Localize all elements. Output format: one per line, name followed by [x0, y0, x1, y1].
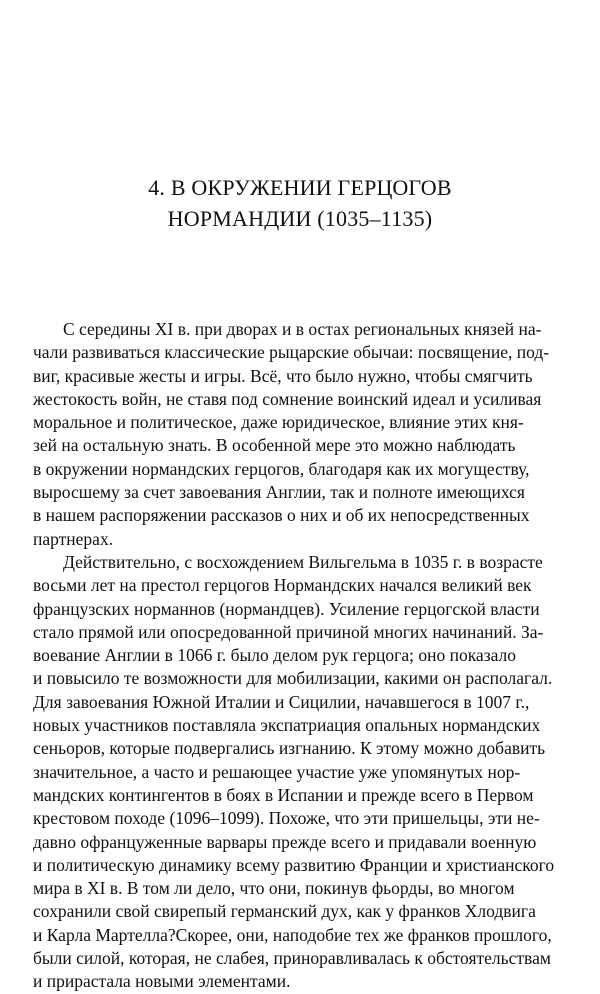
paragraph-1-line: зей на остальную знать. В особенной мере это можно наблюдать [33, 435, 516, 456]
paragraph-2-line: сеньоров, которые подвергались изгнанию. К этому можно добавить [33, 738, 546, 759]
chapter-title [0, 172, 600, 234]
paragraph-2-line: значительное, а часто и решающее участие уже упомянутых нор- [33, 761, 521, 782]
paragraph-2-line: и Карла Мартелла?Скорее, они, наподобие тех же франков прошлого, [33, 924, 552, 945]
paragraph-2-line: восьми лет на престол герцогов Нормандских начался великий век [33, 575, 532, 596]
paragraph-2-line: сохранили свой свирепый германский дух, как у франков Хлодвига [33, 901, 536, 922]
paragraph-2-line: мандских контингентов в боях в Испании и прежде всего в Первом [33, 784, 534, 805]
chapter-title-line-2: НОРМАНДИИ (1035–1135) [167, 206, 433, 231]
paragraph-2-line: стало прямой или опосредованной причиной многих начинаний. За- [33, 621, 544, 642]
paragraph-1-line: в нашем распоряжении рассказов о них и об их непосредственных [33, 505, 530, 526]
paragraph-1-line: выросшему за счет завоевания Англии, так и полноте имеющихся [33, 482, 525, 503]
paragraph-2-line: воевание Англии в 1066 г. было делом рук герцога; оно показало [33, 645, 517, 666]
paragraph-1-line: чали развиваться классические рыцарские обычаи: посвящение, под- [33, 342, 550, 363]
paragraph-2-line: французских норманнов (нормандцев). Усиление герцогской власти [33, 598, 540, 619]
paragraph-2-line: и прирастала новыми элементами. [33, 971, 291, 992]
paragraph-2-line: давно офранцуженные варвары прежде всего и придавали военную [33, 831, 537, 852]
paragraph-1-line: в окружении нормандских герцогов, благодаря как их могуществу, [33, 458, 530, 479]
paragraph-2-line: и политическую динамику всему развитию Франции и христианского [33, 854, 555, 875]
paragraph-2-line: Для завоевания Южной Италии и Сицилии, начавшегося в 1007 г., [33, 691, 530, 712]
body-text [33, 318, 583, 994]
paragraph-2-line: были силой, которая, не слабея, приноравливалась к обстоятельствам [33, 948, 551, 969]
paragraph-2-line: новых участников поставляла экспатриация опальных нормандских [33, 715, 541, 736]
paragraph-2-line: крестовом походе (1096–1099). Похоже, что эти пришельцы, эти не- [33, 808, 540, 829]
paragraph-1-line: моральное и политическое, даже юридическое, влияние этих кня- [33, 412, 524, 433]
paragraph-2-line: и повысило те возможности для мобилизации, какими он располагал. [33, 668, 553, 689]
paragraph-1-line: партнерах. [33, 528, 114, 549]
paragraph-1-line: С середины XI в. при дворах и в остах региональных князей на- [63, 319, 542, 339]
paragraph-1-line: виг, красивые жесты и игры. Всё, что было нужно, чтобы смягчить [33, 365, 533, 386]
paragraph-2-line: мира в XI в. В том ли дело, что они, покинув фьорды, во многом [33, 878, 515, 899]
paragraph-1-line: жестокость войн, не ставя под сомнение воинский идеал и усиливая [33, 388, 542, 409]
paragraph-2-line: Действительно, с восхождением Вильгельма в 1035 г. в возрасте [63, 551, 543, 572]
chapter-title-line-1: 4. В ОКРУЖЕНИИ ГЕРЦОГОВ [148, 175, 452, 200]
